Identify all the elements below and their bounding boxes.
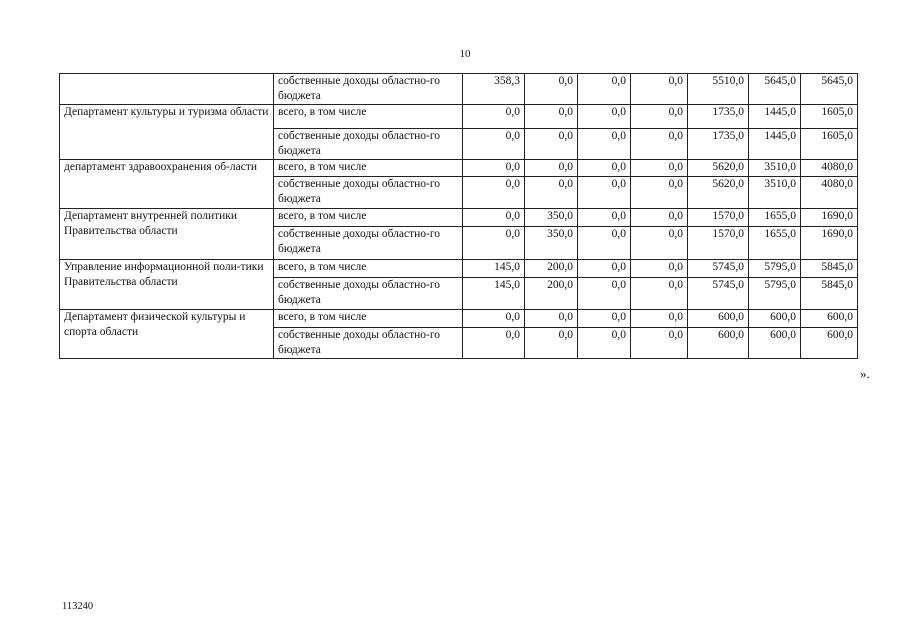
amount-cell: 1445,0 <box>749 105 801 129</box>
amount-cell: 358,3 <box>463 74 525 105</box>
amount-cell: 0,0 <box>578 328 631 359</box>
amount-cell: 0,0 <box>578 177 631 209</box>
amount-cell: 0,0 <box>525 310 578 328</box>
amount-cell: 5620,0 <box>688 160 749 177</box>
amount-cell: 145,0 <box>463 260 525 278</box>
department-cell <box>60 74 274 105</box>
amount-cell: 4080,0 <box>801 177 858 209</box>
amount-cell: 0,0 <box>525 328 578 359</box>
amount-cell: 0,0 <box>578 129 631 160</box>
page-number: 10 <box>459 48 471 60</box>
budget-table-body <box>60 74 858 359</box>
amount-cell: 1605,0 <box>801 129 858 160</box>
amount-cell: 0,0 <box>631 177 688 209</box>
funding-type-cell: собственные доходы областно-го бюджета <box>274 177 463 209</box>
amount-cell: 350,0 <box>525 227 578 260</box>
amount-cell: 0,0 <box>631 328 688 359</box>
amount-cell: 0,0 <box>631 260 688 278</box>
funding-type-cell: всего, в том числе <box>274 260 463 278</box>
amount-cell: 1445,0 <box>749 129 801 160</box>
amount-cell: 0,0 <box>463 129 525 160</box>
amount-cell: 5645,0 <box>749 74 801 105</box>
amount-cell: 600,0 <box>801 310 858 328</box>
amount-cell: 0,0 <box>463 177 525 209</box>
table-row <box>60 260 858 278</box>
table-row <box>60 310 858 328</box>
closing-quote: ». <box>860 366 870 381</box>
amount-cell: 600,0 <box>749 310 801 328</box>
amount-cell: 0,0 <box>578 209 631 227</box>
amount-cell: 1690,0 <box>801 209 858 227</box>
amount-cell: 0,0 <box>631 160 688 177</box>
amount-cell: 5845,0 <box>801 278 858 310</box>
department-cell: Департамент физической культуры и спорта области <box>60 310 274 359</box>
amount-cell: 1655,0 <box>749 209 801 227</box>
funding-type-cell: всего, в том числе <box>274 209 463 227</box>
funding-type-cell: собственные доходы областно-го бюджета <box>274 328 463 359</box>
amount-cell: 0,0 <box>578 260 631 278</box>
amount-cell: 0,0 <box>631 74 688 105</box>
table-row <box>60 209 858 227</box>
amount-cell: 600,0 <box>801 328 858 359</box>
funding-type-cell: собственные доходы областно-го бюджета <box>274 74 463 105</box>
funding-type-cell: собственные доходы областно-го бюджета <box>274 227 463 260</box>
amount-cell: 350,0 <box>525 209 578 227</box>
amount-cell: 5620,0 <box>688 177 749 209</box>
amount-cell: 200,0 <box>525 260 578 278</box>
amount-cell: 0,0 <box>578 278 631 310</box>
amount-cell: 600,0 <box>749 328 801 359</box>
amount-cell: 0,0 <box>631 129 688 160</box>
amount-cell: 5795,0 <box>749 260 801 278</box>
amount-cell: 200,0 <box>525 278 578 310</box>
amount-cell: 600,0 <box>688 328 749 359</box>
amount-cell: 5745,0 <box>688 278 749 310</box>
amount-cell: 0,0 <box>525 160 578 177</box>
amount-cell: 3510,0 <box>749 177 801 209</box>
funding-type-cell: всего, в том числе <box>274 310 463 328</box>
department-cell: Управление информационной поли-тики Правительства области <box>60 260 274 310</box>
funding-type-cell: собственные доходы областно-го бюджета <box>274 278 463 310</box>
amount-cell: 0,0 <box>463 209 525 227</box>
amount-cell: 4080,0 <box>801 160 858 177</box>
amount-cell: 0,0 <box>631 209 688 227</box>
amount-cell: 5510,0 <box>688 74 749 105</box>
table-row <box>60 160 858 177</box>
amount-cell: 0,0 <box>578 105 631 129</box>
funding-type-cell: всего, в том числе <box>274 105 463 129</box>
amount-cell: 0,0 <box>463 227 525 260</box>
amount-cell: 1570,0 <box>688 227 749 260</box>
amount-cell: 1570,0 <box>688 209 749 227</box>
amount-cell: 0,0 <box>463 328 525 359</box>
amount-cell: 1690,0 <box>801 227 858 260</box>
amount-cell: 0,0 <box>578 310 631 328</box>
amount-cell: 1735,0 <box>688 129 749 160</box>
amount-cell: 5745,0 <box>688 260 749 278</box>
funding-type-cell: собственные доходы областно-го бюджета <box>274 129 463 160</box>
amount-cell: 600,0 <box>688 310 749 328</box>
amount-cell: 3510,0 <box>749 160 801 177</box>
amount-cell: 0,0 <box>525 129 578 160</box>
department-cell: департамент здравоохранения об-ласти <box>60 160 274 209</box>
amount-cell: 0,0 <box>525 105 578 129</box>
amount-cell: 1655,0 <box>749 227 801 260</box>
amount-cell: 5845,0 <box>801 260 858 278</box>
amount-cell: 0,0 <box>631 278 688 310</box>
amount-cell: 145,0 <box>463 278 525 310</box>
amount-cell: 0,0 <box>631 105 688 129</box>
amount-cell: 0,0 <box>578 227 631 260</box>
amount-cell: 0,0 <box>578 74 631 105</box>
table-row <box>60 105 858 129</box>
amount-cell: 0,0 <box>631 227 688 260</box>
amount-cell: 5795,0 <box>749 278 801 310</box>
department-cell: Департамент культуры и туризма области <box>60 105 274 160</box>
amount-cell: 1605,0 <box>801 105 858 129</box>
table-row <box>60 74 858 105</box>
budget-table <box>59 73 858 359</box>
amount-cell: 0,0 <box>525 177 578 209</box>
funding-type-cell: всего, в том числе <box>274 160 463 177</box>
amount-cell: 0,0 <box>578 160 631 177</box>
amount-cell: 0,0 <box>525 74 578 105</box>
document-code: 113240 <box>62 601 94 612</box>
amount-cell: 0,0 <box>631 310 688 328</box>
department-cell: Департамент внутренней политики Правительства области <box>60 209 274 260</box>
amount-cell: 0,0 <box>463 105 525 129</box>
amount-cell: 0,0 <box>463 160 525 177</box>
amount-cell: 5645,0 <box>801 74 858 105</box>
amount-cell: 1735,0 <box>688 105 749 129</box>
amount-cell: 0,0 <box>463 310 525 328</box>
